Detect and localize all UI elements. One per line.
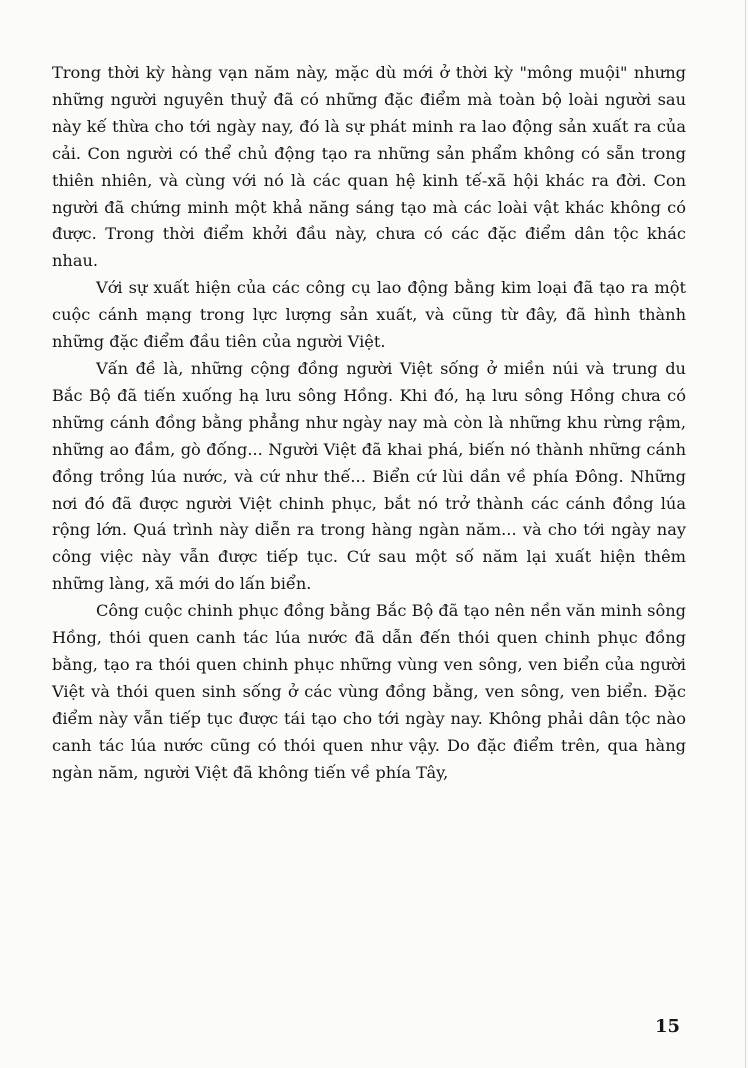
paragraph-4: Công cuộc chinh phục đồng bằng Bắc Bộ đã tạo nên nền văn minh sông Hồng, thói quen canh tác lúa nước đã dẫn đến thói quen chinh phục đồng bằng, tạo ra thói quen chinh phục những vùng ven sông, ven biển của người Việt và thói quen sinh sống ở các vùng đồng bằng, ven sông, ven biển. Đặc điểm này vẫn tiếp tục được tái tạo cho tới ngày nay. Không phải dân tộc nào canh tác lúa nước cũng có thói quen như vậy. Do đặc điểm trên, qua hàng ngàn năm, người Việt đã không tiến về phía Tây, — [52, 601, 686, 782]
paragraph-2: Với sự xuất hiện của các công cụ lao động bằng kim loại đã tạo ra một cuộc cánh mạng trong lực lượng sản xuất, và cũng từ đây, đã hình thành những đặc điểm đầu tiên của người Việt. — [52, 278, 686, 352]
body-text — [52, 60, 686, 786]
paragraph-3: Vấn đề là, những cộng đồng người Việt sống ở miền núi và trung du Bắc Bộ đã tiến xuống hạ lưu sông Hồng. Khi đó, hạ lưu sông Hồng chưa có những cánh đồng bằng phẳng như ngày nay mà còn là những khu rừng rậm, những ao đầm, gò đống... Người Việt đã khai phá, biến nó thành những cánh đồng trồng lúa nước, và cứ như thế... Biển cứ lùi dần về phía Đông. Những nơi đó đã được người Việt chinh phục, bắt nó trở thành các cánh đồng lúa rộng lớn. Quá trình này diễn ra trong hàng ngàn năm... và cho tới ngày nay công việc này vẫn được tiếp tục. Cứ sau một số năm lại xuất hiện thêm những làng, xã mới do lấn biển. — [52, 358, 686, 594]
page-number: 15 — [654, 1016, 680, 1037]
paragraph-1: Trong thời kỳ hàng vạn năm này, mặc dù mới ở thời kỳ "mông muội" nhưng những người nguyên thuỷ đã có những đặc điểm mà toàn bộ loài người sau này kế thừa cho tới ngày nay, đó là sự phát minh ra lao động sản xuất ra của cải. Con người có thể chủ động tạo ra những sản phẩm không có sẵn trong thiên nhiên, và cùng với nó là các quan hệ kinh tế-xã hội khác ra đời. Con người đã chứng minh một khả năng sáng tạo mà các loài vật khác không có được. Trong thời điểm khởi đầu này, chưa có các đặc điểm dân tộc khác nhau. — [52, 63, 686, 271]
page-edge-divider — [745, 0, 746, 1068]
